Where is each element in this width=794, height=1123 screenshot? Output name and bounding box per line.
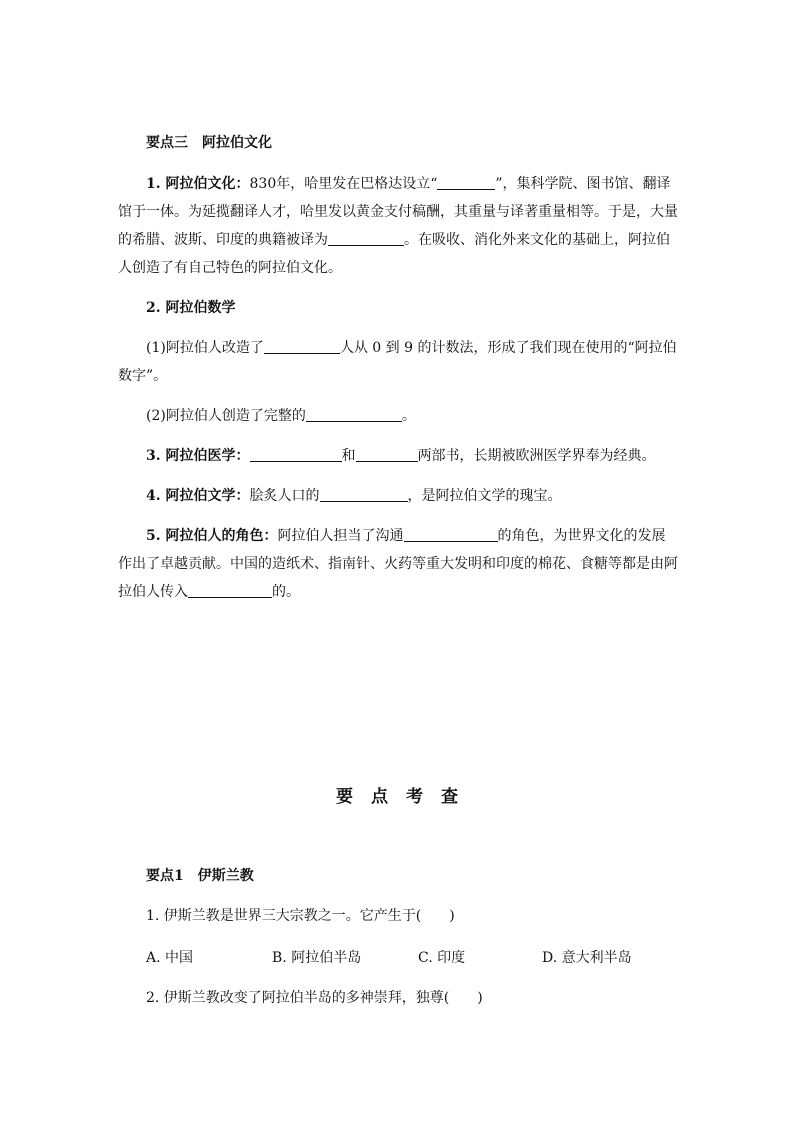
item4-text-b: ，是阿拉伯文学的瑰宝。: [407, 488, 562, 504]
item2-sub1-a: (1)阿拉伯人改造了: [146, 340, 264, 356]
item2-sub2: [146, 408, 656, 424]
item1-line3-b: 。在吸收、消化外来文化的基础上，阿拉伯: [404, 232, 670, 248]
item1-text-a: 830年，哈里发在巴格达设立“: [249, 176, 438, 192]
item4-text-a: 脍炙人口的: [249, 488, 320, 504]
item2-sub1-b: 人从 0 到 9 的计数法，形成了我们现在使用的“阿拉伯: [339, 340, 677, 356]
item1-label: 1. 阿拉伯文化：: [146, 176, 250, 192]
item5-label: 5. 阿拉伯人的角色：: [146, 528, 278, 544]
item5-line2: 作出了卓越贡献。中国的造纸术、指南针、火药等重大发明和印度的棉花、食糖等都是由阿: [118, 556, 678, 572]
item4-label: 4. 阿拉伯文学：: [146, 488, 250, 504]
item1-line1: [146, 176, 671, 192]
answer-blank[interactable]: [264, 340, 340, 354]
option-c[interactable]: C. 印度: [418, 950, 466, 966]
item1-line3-a: 的希腊、波斯、印度的典籍被译为: [118, 232, 328, 248]
item2-sub2-a: (2)阿拉伯人创造了完整的: [146, 408, 306, 424]
answer-blank[interactable]: [404, 528, 498, 542]
item2-sub1: [146, 340, 677, 356]
question-2-stem: 2. 伊斯兰教改变了阿拉伯半岛的多神崇拜，独尊( ): [146, 990, 483, 1006]
item5-line3-a: 拉伯人传入: [118, 584, 188, 600]
answer-blank[interactable]: [328, 232, 404, 246]
answer-blank[interactable]: [188, 584, 272, 598]
answer-blank[interactable]: [250, 448, 342, 462]
answer-blank[interactable]: [437, 176, 495, 190]
item4-line: [146, 488, 656, 504]
item2-sub2-b: 。: [401, 408, 416, 424]
answer-blank[interactable]: [306, 408, 402, 422]
item3-label: 3. 阿拉伯医学：: [146, 448, 250, 464]
item1-text-b: ”，集科学院、图书馆、翻译: [495, 176, 671, 192]
exam-heading: 要点考查: [336, 787, 476, 807]
item1-line2: 馆于一体。为延揽翻译人才，哈里发以黄金支付稿酬，其重量与译著重量相等。于是，大量: [118, 204, 678, 220]
item2-label: 2. 阿拉伯数学: [146, 300, 236, 316]
item3-text-b: 两部书，长期被欧洲医学界奉为经典。: [417, 448, 656, 464]
item2-sub1-line2: 数字”。: [118, 368, 168, 384]
item5-text-b: 的角色，为世界文化的发展: [497, 528, 666, 544]
item3-line: [146, 448, 656, 464]
item3-text-a: 和: [341, 448, 356, 464]
item5-line1: [146, 528, 666, 544]
option-a[interactable]: A. 中国: [146, 950, 194, 966]
item1-line4: 人创造了有自己特色的阿拉伯文化。: [118, 260, 342, 276]
answer-blank[interactable]: [320, 488, 408, 502]
point1-title: 要点1 伊斯兰教: [146, 868, 254, 884]
item1-line3: [118, 232, 670, 248]
option-b[interactable]: B. 阿拉伯半岛: [272, 950, 362, 966]
question-1-stem: 1. 伊斯兰教是世界三大宗教之一。它产生于( ): [146, 908, 455, 924]
option-d[interactable]: D. 意大利半岛: [542, 950, 632, 966]
item5-line3: [118, 584, 628, 600]
item5-line3-b: 的。: [272, 584, 300, 600]
section-title: 要点三 阿拉伯文化: [146, 135, 272, 151]
answer-blank[interactable]: [356, 448, 418, 462]
item5-text-a: 阿拉伯人担当了沟通: [277, 528, 404, 544]
